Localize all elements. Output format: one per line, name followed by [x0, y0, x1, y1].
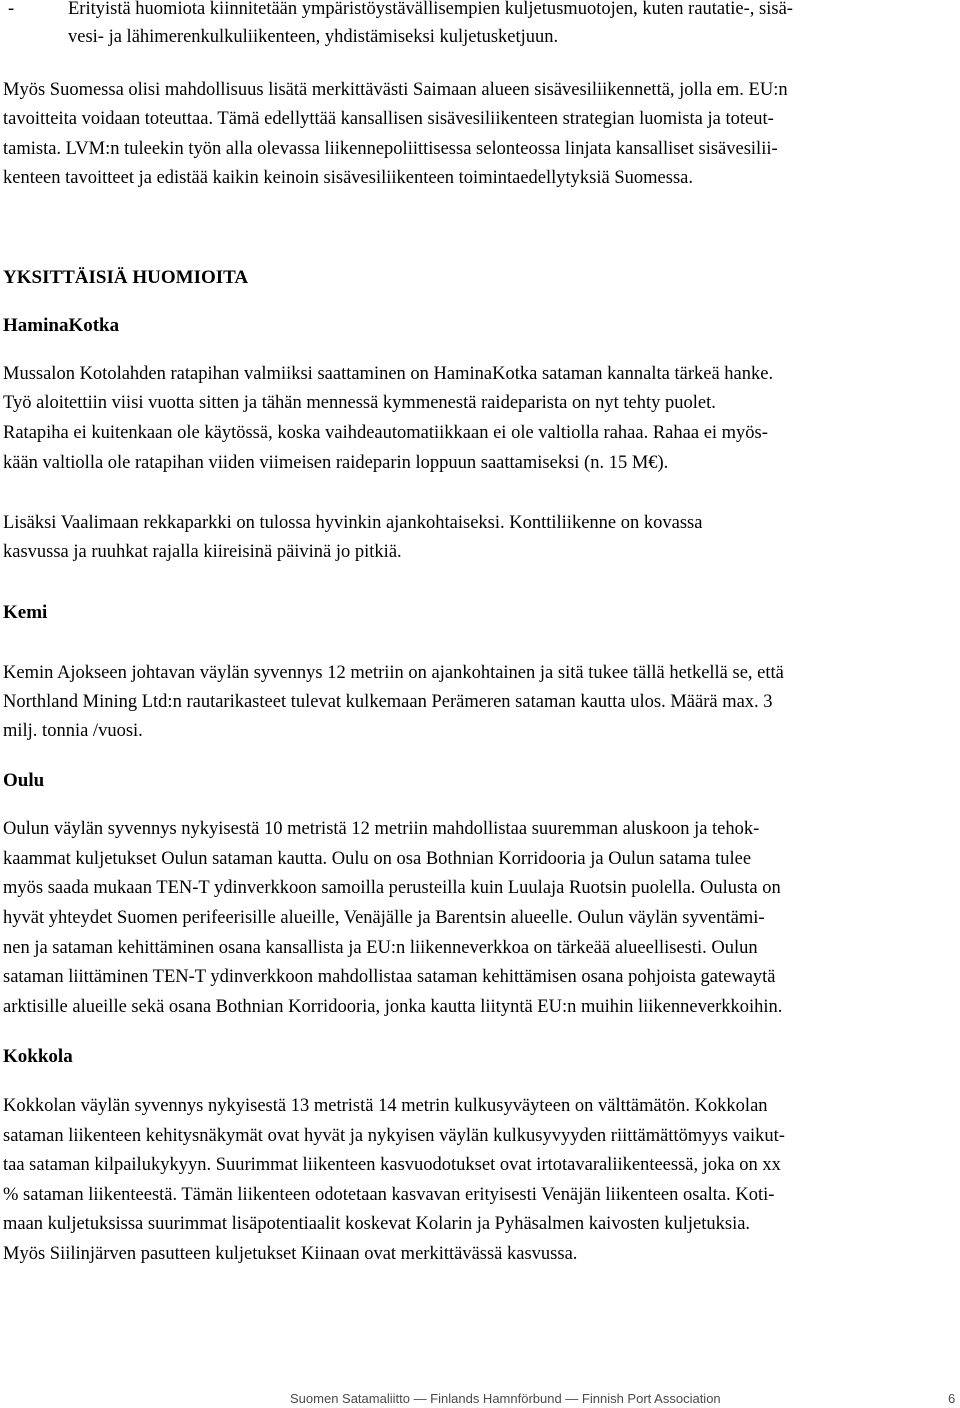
page-number: 6: [948, 1391, 956, 1406]
kemi-line: Kemin Ajokseen johtavan väylän syvennys 12 metriin on ajankohtainen ja sitä tukee tällä hetkellä se, että: [3, 663, 784, 683]
kokkola-line: % sataman liikenteestä. Tämän liikenteen odotetaan kasvavan erityisesti Venäjän liikenteen osalta. Koti-: [3, 1185, 775, 1205]
haminakotka-line: kään valtiolla ole ratapihan viiden viimeisen raideparin loppuun saattamiseksi (n. 15 M€).: [3, 453, 669, 473]
haminakotka-line: kasvussa ja ruuhkat rajalla kiireisinä päivinä jo pitkiä.: [3, 542, 402, 562]
oulu-line: arktisille alueille sekä osana Bothnian Korridooria, jonka kautta liityntä EU:n muihin liikenneverkkoihin.: [3, 997, 783, 1017]
bullet-line: Erityistä huomiota kiinnitetään ympäristöystävällisempien kuljetusmuotojen, kuten rautatie-, sisä-: [68, 0, 793, 19]
haminakotka-line: Työ aloitettiin viisi vuotta sitten ja tähän mennessä kymmenestä raideparista on nyt tehty puolet.: [3, 393, 716, 413]
kokkola-line: maan kuljetuksissa suurimmat lisäpotentiaalit koskevat Kolarin ja Pyhäsalmen kaivosten kuljetuksia.: [3, 1214, 751, 1234]
haminakotka-line: Mussalon Kotolahden ratapihan valmiiksi saattaminen on HaminaKotka sataman kannalta tärkeä hanke.: [3, 364, 774, 384]
intro-line: Myös Suomessa olisi mahdollisuus lisätä merkittävästi Saimaan alueen sisävesiliikennettä, jolla em. EU:n: [3, 80, 788, 100]
intro-line: tavoitteita voidaan toteuttaa. Tämä edellyttää kansallisen sisävesiliikenteen strategian luomista ja toteut-: [3, 109, 774, 129]
intro-line: tamista. LVM:n tuleekin työn alla olevassa liikennepoliittisessa selonteossa linjata kansalliset sisävesilii-: [3, 139, 778, 159]
haminakotka-line: Ratapiha ei kuitenkaan ole käytössä, koska vaihdeautomatiikkaan ei ole valtiolla rahaa. Rahaa ei myös-: [3, 423, 768, 443]
oulu-line: Oulun väylän syvennys nykyisestä 10 metristä 12 metriin mahdollistaa suuremman aluskoon ja tehok-: [3, 819, 760, 839]
intro-line: kenteen tavoitteet ja edistää kaikin keinoin sisävesiliikenteen toimintaedellytyksiä Suomessa.: [3, 168, 693, 188]
bullet-line: vesi- ja lähimerenkulkuliikenteen, yhdistämiseksi kuljetusketjuun.: [68, 27, 559, 47]
haminakotka-line: Lisäksi Vaalimaan rekkaparkki on tulossa hyvinkin ajankohtaiseksi. Konttiliikenne on kovassa: [3, 513, 703, 533]
kokkola-line: Myös Siilinjärven pasutteen kuljetukset Kiinaan ovat merkittävässä kasvussa.: [3, 1244, 578, 1264]
kokkola-line: Kokkolan väylän syvennys nykyisestä 13 metristä 14 metrin kulkusyväyteen on välttämätön. Kokkolan: [3, 1096, 768, 1116]
page-footer: Suomen Satamaliitto — Finlands Hamnförbund — Finnish Port Association: [290, 1391, 721, 1406]
kemi-heading: Kemi: [3, 602, 48, 623]
oulu-line: nen ja sataman kehittäminen osana kansallista ja EU:n liikenneverkkoa on tärkeää alueellisesti. Oulun: [3, 938, 758, 958]
section-title: YKSITTÄISIÄ HUOMIOITA: [3, 267, 249, 288]
kokkola-line: taa sataman kilpailukykyyn. Suurimmat liikenteen kasvuodotukset ovat irtotavaraliikenteessä, joka on xx: [3, 1155, 781, 1175]
oulu-line: kaammat kuljetukset Oulun sataman kautta. Oulu on osa Bothnian Korridooria ja Oulun satama tulee: [3, 849, 752, 869]
oulu-line: sataman liittäminen TEN-T ydinverkkoon mahdollistaa sataman kehittämisen osana pohjoista gatewaytä: [3, 967, 776, 987]
oulu-line: hyvät yhteydet Suomen perifeerisille alueille, Venäjälle ja Barentsin alueelle. Oulun väylän syventämi-: [3, 908, 765, 928]
kemi-line: milj. tonnia /vuosi.: [3, 721, 143, 741]
kokkola-line: sataman liikenteen kehitysnäkymät ovat hyvät ja nykyisen väylän kulkusyvyyden riittämättömyys vaikut-: [3, 1126, 785, 1146]
oulu-line: myös saada mukaan TEN-T ydinverkkoon samoilla perusteilla kuin Luulaja Ruotsin puolella. Oulusta on: [3, 878, 781, 898]
bullet-marker: -: [8, 0, 15, 19]
kemi-line: Northland Mining Ltd:n rautarikasteet tulevat kulkemaan Perämeren sataman kautta ulos. Määrä max. 3: [3, 692, 773, 712]
haminakotka-heading: HaminaKotka: [3, 315, 120, 336]
oulu-heading: Oulu: [3, 770, 45, 791]
kokkola-heading: Kokkola: [3, 1046, 73, 1067]
